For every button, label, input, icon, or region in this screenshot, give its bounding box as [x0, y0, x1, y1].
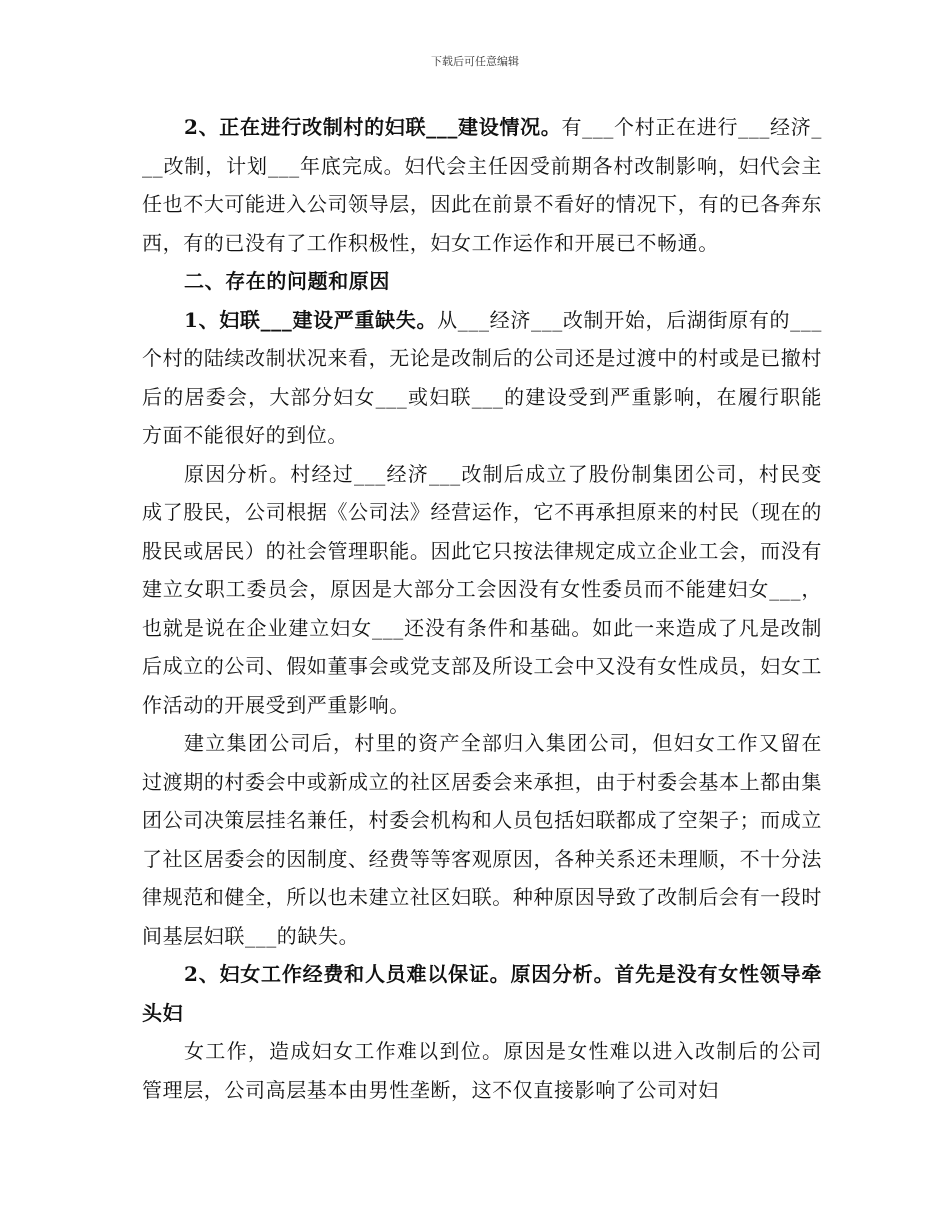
paragraph-heading: 1、妇联___建设严重缺失。	[184, 307, 438, 332]
paragraph-text: 有___个村正在进行___经济___改制，计划___年底完成。妇代会主任因受前期各村改制影响，妇代会主任也不大可能进入公司领导层，因此在前景不看好的情况下，有的已各奔东西，有的已没有了工作积极性，妇女工作运作和开展已不畅通。	[142, 115, 822, 255]
paragraph-text: 原因分析。村经过___经济___改制后成立了股份制集团公司，村民变成了股民，公司根据《公司法》经营运作，它不再承担原来的村民（现在的股民或居民）的社会管理职能。因此它只按法律规定成立企业工会，而没有建立女职工委员会，原因是大部分工会因没有女性委员而不能建妇女___，也就是说在企业建立妇女___还没有条件和基础。如此一来造成了凡是改制后成立的公司、假如董事会或党支部及所设工会中又没有女性成员，妇女工作活动的开展受到严重影响。	[142, 461, 822, 717]
paragraph	[142, 1032, 822, 1109]
paragraph-text: 从___经济___改制开始，后湖街原有的___个村的陆续改制状况来看，无论是改制后的公司还是过渡中的村或是已撤村后的居委会，大部分妇女___或妇联___的建设受到严重影响，在履行职能方面不能很好的到位。	[142, 307, 822, 447]
paragraph	[142, 955, 822, 1032]
section-heading-text: 二、存在的问题和原因	[184, 269, 390, 293]
page-header: 下载后可任意编辑	[431, 55, 519, 68]
paragraph-heading: 2、妇女工作经费和人员难以保证。原因分析。首先是没有女性领导牵头妇	[142, 962, 822, 1025]
paragraph	[142, 455, 822, 725]
document-body	[142, 108, 822, 1109]
paragraph-heading: 2、正在进行改制村的妇联___建设情况。	[184, 115, 562, 139]
paragraph-text: 建立集团公司后，村里的资产全部归入集团公司，但妇女工作又留在过渡期的村委会中或新成立的社区居委会来承担，由于村委会基本上都由集团公司决策层挂名兼任，村委会机构和人员包括妇联都成了空架子；而成立了社区居委会的因制度、经费等等客观原因，各种关系还未理顺，不十分法律规范和健全，所以也未建立社区妇联。种种原因导致了改制后会有一段时间基层妇联___的缺失。	[142, 731, 822, 948]
section-heading	[142, 262, 822, 301]
paragraph	[142, 301, 822, 455]
paragraph	[142, 724, 822, 955]
paragraph	[142, 108, 822, 262]
paragraph-text: 女工作，造成妇女工作难以到位。原因是女性难以进入改制后的公司管理层，公司高层基本由男性垄断，这不仅直接影响了公司对妇	[142, 1039, 822, 1102]
